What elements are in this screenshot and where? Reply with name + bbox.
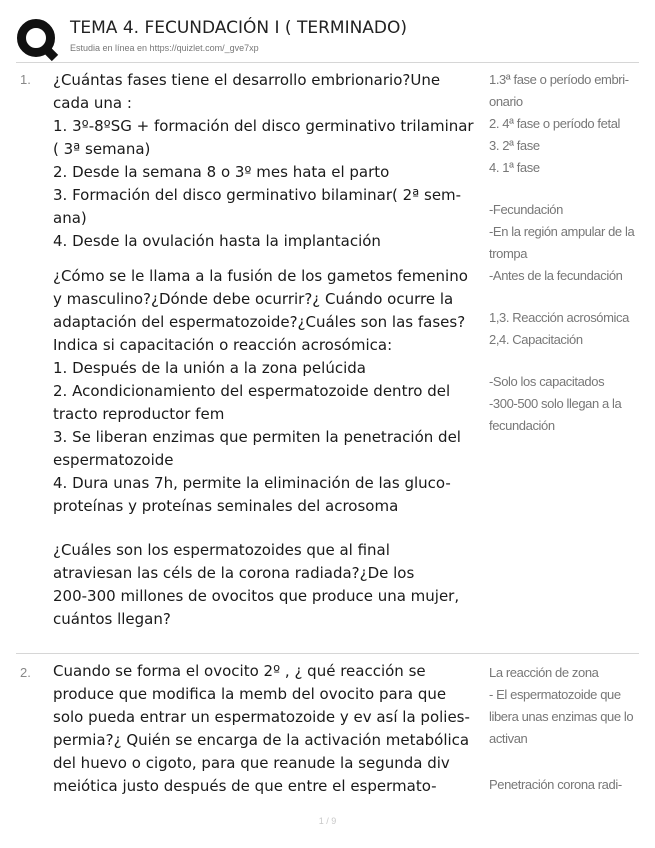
term-line: Indica si capacitación o reacción acrosómica: <box>53 336 393 354</box>
card-divider <box>16 653 639 654</box>
definition-line: 4. 1ª fase <box>489 160 540 175</box>
term-line: permia?¿ Quién se encarga de la activación metabólica <box>53 731 470 749</box>
term-line: 3. Formación del disco germinativo bilaminar( 2ª sem- <box>53 186 462 204</box>
term-line: cada una : <box>53 94 132 112</box>
definition-line: Penetración corona radi- <box>489 777 622 792</box>
card-number: 2. <box>20 665 31 680</box>
term-line: atraviesan las céls de la corona radiada?¿De los <box>53 564 415 582</box>
card-term <box>53 69 493 631</box>
term-line: y masculino?¿Dónde debe ocurrir?¿ Cuándo ocurre la <box>53 290 454 308</box>
definition-line: fecundación <box>489 418 555 433</box>
definition-line: -Antes de la fecundación <box>489 268 623 283</box>
term-line: ¿Cuántas fases tiene el desarrollo embrionario?Une <box>53 71 441 89</box>
definition-line: libera unas enzimas que lo <box>489 709 634 724</box>
term-line: tracto reproductor fem <box>53 405 225 423</box>
term-line: 2. Acondicionamiento del espermatozoide dentro del <box>53 382 451 400</box>
definition-line: activan <box>489 731 528 746</box>
definition-line: La reacción de zona <box>489 665 599 680</box>
definition-line: 1,3. Reacción acrosómica <box>489 310 629 325</box>
quizlet-logo-icon <box>16 18 60 62</box>
definition-line: onario <box>489 94 523 109</box>
study-online-link[interactable]: Estudia en línea en https://quizlet.com/_gve7xp <box>70 43 259 53</box>
term-line: ana) <box>53 209 87 227</box>
term-line: ¿Cómo se le llama a la fusión de los gametos femenino <box>53 267 468 285</box>
definition-line: 2. 4ª fase o período fetal <box>489 116 621 131</box>
term-line: adaptación del espermatozoide?¿Cuáles son las fases? <box>53 313 466 331</box>
term-line: ¿Cuáles son los espermatozoides que al final <box>53 541 390 559</box>
definition-line: -Fecundación <box>489 202 563 217</box>
card-definition <box>489 69 639 437</box>
document-header <box>16 10 646 60</box>
term-line: cuántos llegan? <box>53 610 171 628</box>
definition-line: trompa <box>489 246 528 261</box>
term-line: 1. 3º-8ºSG + formación del disco germinativo trilaminar <box>53 117 474 135</box>
term-line: 4. Desde la ovulación hasta la implantación <box>53 232 381 250</box>
term-line: del huevo o cigoto, para que reanude la segunda div <box>53 754 450 772</box>
definition-line: -En la región ampular de la <box>489 224 635 239</box>
term-line: 2. Desde la semana 8 o 3º mes hata el parto <box>53 163 390 181</box>
term-line: Cuando se forma el ovocito 2º , ¿ qué reacción se <box>53 662 426 680</box>
card-divider <box>16 62 639 63</box>
definition-line: 3. 2ª fase <box>489 138 540 153</box>
term-line: proteínas y proteínas seminales del acrosoma <box>53 497 399 515</box>
term-line: ( 3ª semana) <box>53 140 151 158</box>
definition-line: - El espermatozoide que <box>489 687 621 702</box>
set-title: TEMA 4. FECUNDACIÓN I ( TERMINADO) <box>70 18 408 38</box>
term-line: 1. Después de la unión a la zona pelúcida <box>53 359 366 377</box>
definition-line: -300-500 solo llegan a la <box>489 396 622 411</box>
card-term <box>53 660 493 798</box>
term-line: 200-300 millones de ovocitos que produce una mujer, <box>53 587 460 605</box>
definition-line: 1.3ª fase o período embri- <box>489 72 629 87</box>
page-number: 1 / 9 <box>318 816 337 826</box>
card-number: 1. <box>20 72 31 87</box>
term-line: solo pueda entrar un espermatozoide y ev así la polies- <box>53 708 470 726</box>
term-line: produce que modifica la memb del ovocito para que <box>53 685 447 703</box>
card-definition <box>489 662 639 796</box>
term-line: 3. Se liberan enzimas que permiten la penetración del <box>53 428 461 446</box>
definition-line: -Solo los capacitados <box>489 374 605 389</box>
definition-line: 2,4. Capacitación <box>489 332 583 347</box>
term-line: espermatozoide <box>53 451 174 469</box>
term-line: 4. Dura unas 7h, permite la eliminación de las gluco- <box>53 474 451 492</box>
term-line: meiótica justo después de que entre el espermato- <box>53 777 437 795</box>
